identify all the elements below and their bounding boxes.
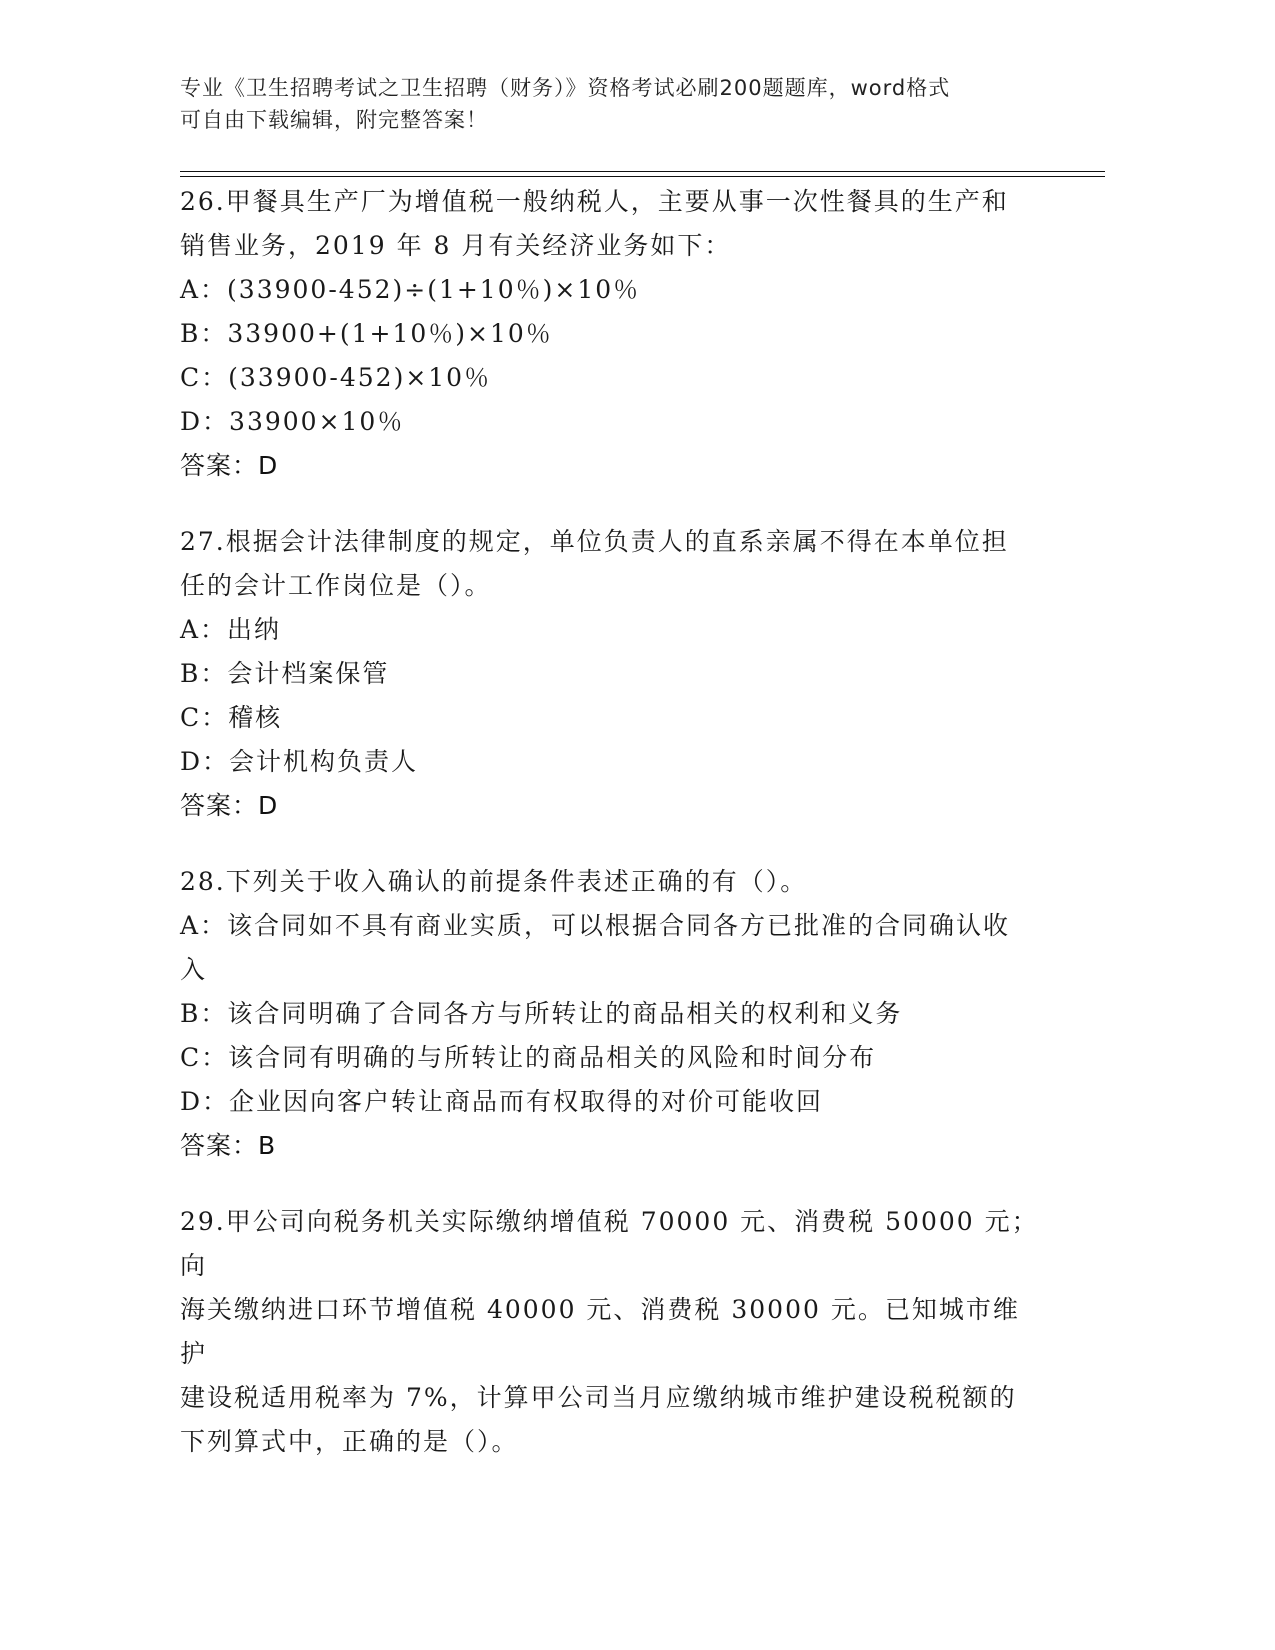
document-header [180,72,1060,136]
option-b: B：该合同明确了合同各方与所转让的商品相关的权利和义务 [180,999,903,1028]
question-text: 销售业务，2019 年 8 月有关经济业务如下： [180,231,732,260]
question-text: 下列算式中，正确的是（）。 [180,1427,519,1456]
question-item [180,1200,1040,1464]
question-list [180,180,1040,1496]
option-b: B：33900+(1+10％)×10％ [180,319,553,348]
question-item [180,180,1040,488]
option-c: C：该合同有明确的与所转让的商品相关的风险和时间分布 [180,1043,877,1072]
header-line: 专业《卫生招聘考试之卫生招聘（财务）》资格考试必刷200题题库，word格式 [180,76,951,100]
answer-line: 答案：B [180,1131,277,1160]
question-item [180,520,1040,828]
question-text: 29.甲公司向税务机关实际缴纳增值税 70000 元、消费税 50000 元；向 [180,1207,1039,1280]
question-text: 建设税适用税率为 7%，计算甲公司当月应缴纳城市维护建设税税额的 [180,1383,1017,1412]
question-text: 28.下列关于收入确认的前提条件表述正确的有（）。 [180,867,808,896]
option-d: D：会计机构负责人 [180,747,419,776]
question-text: 海关缴纳进口环节增值税 40000 元、消费税 30000 元。已知城市维护 [180,1295,1020,1368]
header-divider-top [180,171,1105,172]
option-d: D：33900×10％ [180,407,405,436]
answer-line: 答案：D [180,791,279,820]
answer-line: 答案：D [180,451,279,480]
option-a: A：出纳 [180,615,282,644]
question-text: 任的会计工作岗位是（）。 [180,571,492,600]
option-a: A：该合同如不具有商业实质，可以根据合同各方已批准的合同确认收 [180,911,1011,940]
header-divider-bottom [180,176,1105,177]
question-item [180,860,1040,1168]
question-text: 27.根据会计法律制度的规定，单位负责人的直系亲属不得在本单位担 [180,527,1009,556]
option-c: C：(33900-452)×10％ [180,363,492,392]
option-a-continued: 入 [180,955,208,984]
option-c: C：稽核 [180,703,283,732]
option-b: B：会计档案保管 [180,659,390,688]
option-d: D：企业因向客户转让商品而有权取得的对价可能收回 [180,1087,824,1116]
question-text: 26.甲餐具生产厂为增值税一般纳税人，主要从事一次性餐具的生产和 [180,187,1009,216]
option-a: A：(33900-452)÷(1+10％)×10％ [180,275,641,304]
header-line: 可自由下载编辑，附完整答案！ [180,108,488,132]
